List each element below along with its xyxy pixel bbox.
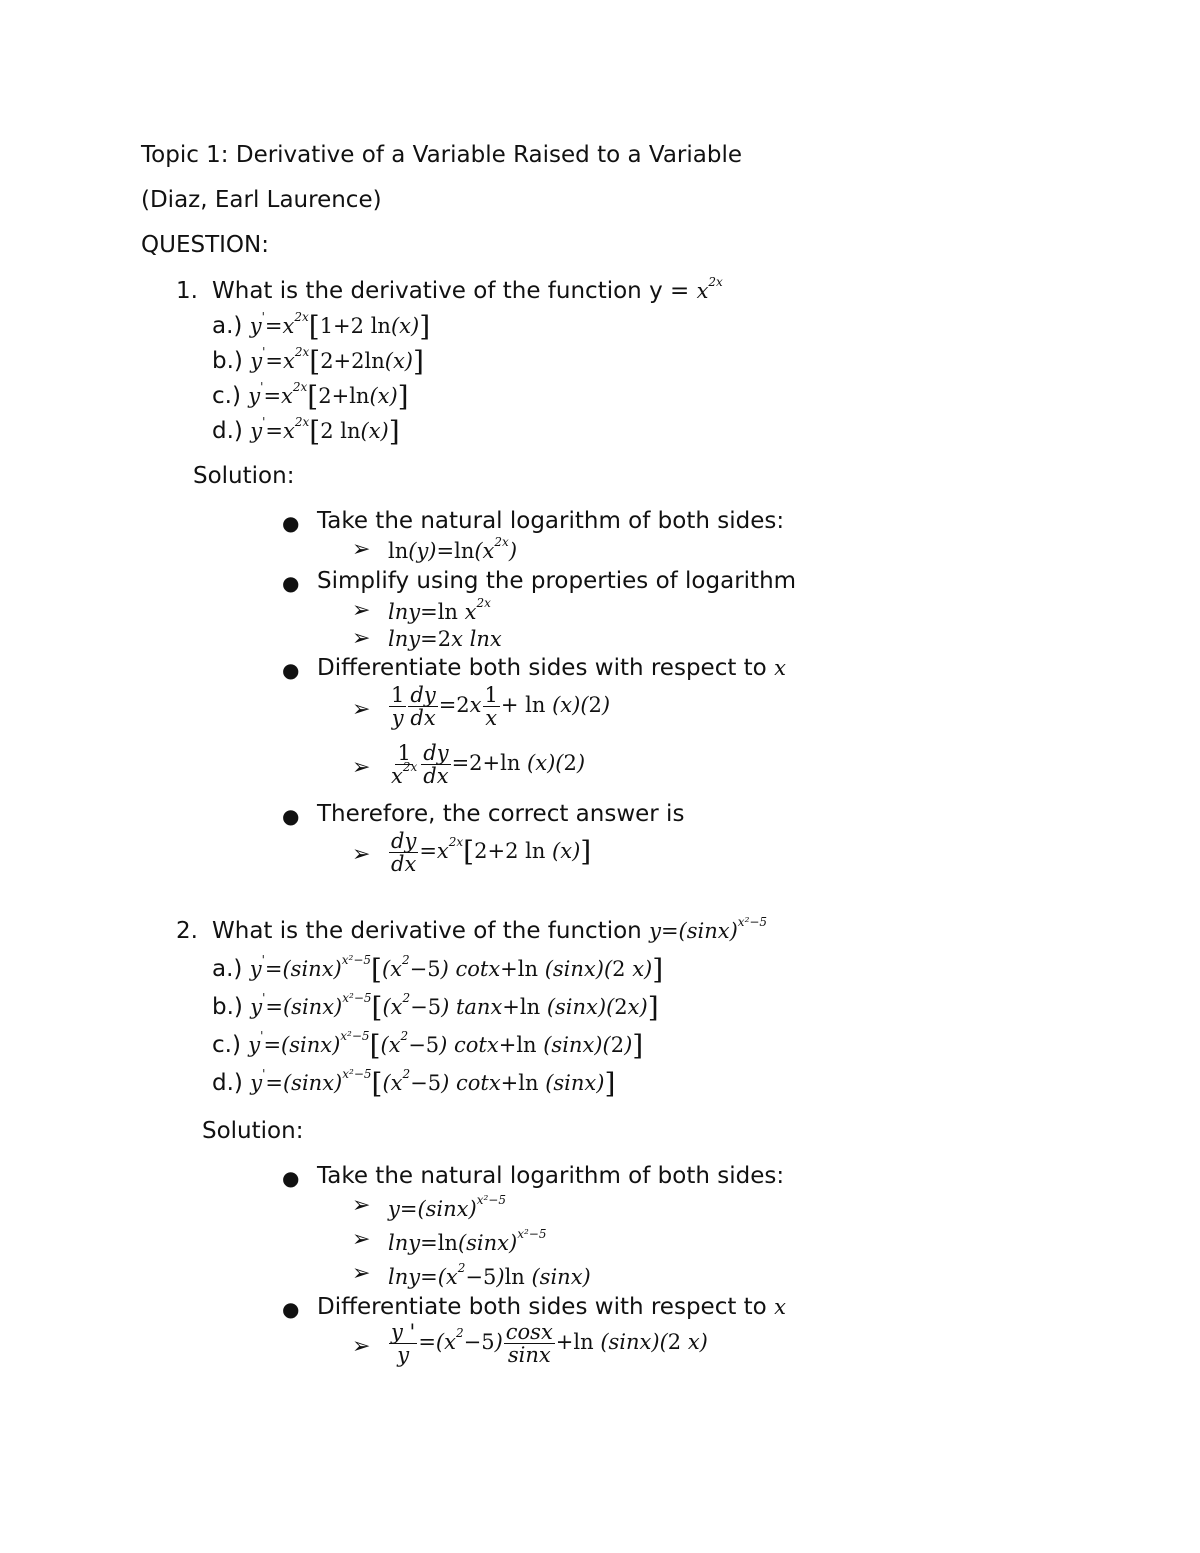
q2-prompt	[212, 915, 768, 944]
q2-number: 2.	[176, 918, 198, 944]
q1-solution-label: Solution:	[193, 463, 295, 489]
q2-choice-a-label: a.)	[212, 956, 243, 982]
q1-choice-a-formula: $y'=x^{2x}[1+2$ ln(x)]	[249, 310, 431, 343]
q2-prompt-text: What is the derivative of the function	[212, 918, 642, 944]
q1-step-2-formula-a: lny=ln $x^{2x}$	[388, 596, 491, 624]
q1-step-3-formula-a: $\frac{1}{y}$ $\frac{dy}{dx}$ =2x $\frac{1}{x}$ + ln (x)(2)	[391, 683, 611, 731]
arrow-bullet-icon: ➢	[352, 1227, 371, 1252]
bullet-icon: ●	[282, 658, 300, 682]
q1-step-3-formula-b: $\frac{1}{x^{2x}}$ $\frac{dy}{dx}$ =2+ln (x)(2)	[391, 741, 586, 789]
q1-step-1: Take the natural logarithm of both sides:	[317, 508, 785, 534]
q1-choice-b	[212, 345, 424, 378]
q2-step-1-formula-a: $y=(\sin x)^{x^2-5}$	[388, 1193, 506, 1221]
bullet-icon: ●	[282, 1297, 300, 1321]
bullet-icon: ●	[282, 1166, 300, 1190]
q2-step-2	[317, 1296, 786, 1319]
q1-function-formula: $x^{2x}$	[696, 275, 723, 303]
q1-prompt-text: What is the derivative of the function y =	[212, 278, 690, 304]
q2-step-2-formula: $\frac{y '}{y}$ $=(x^2-5)$ $\frac{\cos x}{\sin x}$ +ln (sinx)(2 x)	[391, 1320, 708, 1368]
bullet-icon: ●	[282, 511, 300, 535]
q2-choice-b-label: b.)	[212, 994, 243, 1020]
q2-step-2-variable: x	[774, 1295, 786, 1319]
q2-choice-c-label: c.)	[212, 1032, 241, 1058]
q1-step-4: Therefore, the correct answer is	[317, 801, 685, 827]
arrow-bullet-icon: ➢	[352, 697, 371, 722]
q1-choice-d-formula: $y'=x^{2x}[2$ ln(x)]	[250, 415, 400, 448]
arrow-bullet-icon: ➢	[352, 1334, 371, 1359]
q1-step-2: Simplify using the properties of logarithm	[317, 568, 797, 594]
q1-choice-c-formula: $y'=x^{2x}[2+\ln(x)]$	[248, 380, 409, 413]
q2-choice-d-label: d.)	[212, 1070, 243, 1096]
arrow-bullet-icon: ➢	[352, 1261, 371, 1286]
q2-choice-c-formula: $y'=(\sin x)^{x^2-5}[(x^2-5)$ cotx+ln (sinx)(2)]	[248, 1029, 644, 1062]
q1-choice-a-label: a.)	[212, 313, 243, 339]
q2-choice-c	[212, 1029, 644, 1062]
q2-choice-a	[212, 953, 664, 986]
topic-title: Topic 1: Derivative of a Variable Raised to a Variable	[141, 142, 742, 168]
q1-step-3-variable: x	[774, 656, 786, 680]
q2-choice-b	[212, 991, 659, 1024]
q1-step-3-text: Differentiate both sides with respect to	[317, 655, 767, 681]
q1-answer-formula: $\frac{dy}{dx}$ $=x^{2x}[2+2$ ln (x)]	[391, 829, 592, 877]
arrow-bullet-icon: ➢	[352, 537, 371, 562]
q1-step-1-formula: $\ln(y)=\ln(x^{2x})$	[388, 535, 518, 563]
q2-choice-d	[212, 1067, 616, 1100]
author-line: (Diaz, Earl Laurence)	[141, 187, 382, 213]
arrow-bullet-icon: ➢	[352, 1193, 371, 1218]
q2-choice-a-formula: $y'=(\sin x)^{x^2-5}[(x^2-5)$ cotx+ln (sinx)(2 x)]	[249, 953, 664, 986]
q1-choice-d-label: d.)	[212, 418, 243, 444]
arrow-bullet-icon: ➢	[352, 598, 371, 623]
q2-step-1-formula-b: $\ln y=\ln(\sin x)^{x^2-5}$	[388, 1227, 547, 1255]
q1-choice-c	[212, 380, 409, 413]
q2-choice-b-formula: $y'=(\sin x)^{x^2-5}[(x^2-5)$ tanx+ln (sinx)(2x)]	[250, 991, 659, 1024]
q1-choice-c-label: c.)	[212, 383, 241, 409]
q2-function-formula: $y=(\sin x)^{x^2-5}$	[649, 915, 768, 943]
q1-step-3	[317, 657, 786, 680]
q1-choice-b-label: b.)	[212, 348, 243, 374]
q1-prompt	[212, 275, 723, 304]
q2-choice-d-formula: $y'=(\sin x)^{x^2-5}[(x^2-5)$ cotx+ln (sinx)]	[250, 1067, 616, 1100]
q2-step-2-text: Differentiate both sides with respect to	[317, 1294, 767, 1320]
q2-step-1-formula-c: $\ln y=(x^2-5)\ln$ (sinx)	[388, 1261, 591, 1289]
q2-solution-label: Solution:	[202, 1118, 304, 1144]
q1-choice-a	[212, 310, 431, 343]
bullet-icon: ●	[282, 804, 300, 828]
bullet-icon: ●	[282, 571, 300, 595]
q1-choice-d	[212, 415, 400, 448]
q1-step-2-formula-b: lny=2x lnx	[388, 627, 502, 651]
q1-choice-b-formula: $y'=x^{2x}[2+2\ln(x)]$	[250, 345, 424, 378]
q2-step-1: Take the natural logarithm of both sides:	[317, 1163, 785, 1189]
arrow-bullet-icon: ➢	[352, 755, 371, 780]
question-heading: QUESTION:	[141, 232, 269, 258]
arrow-bullet-icon: ➢	[352, 842, 371, 867]
q1-number: 1.	[176, 278, 198, 304]
arrow-bullet-icon: ➢	[352, 626, 371, 651]
